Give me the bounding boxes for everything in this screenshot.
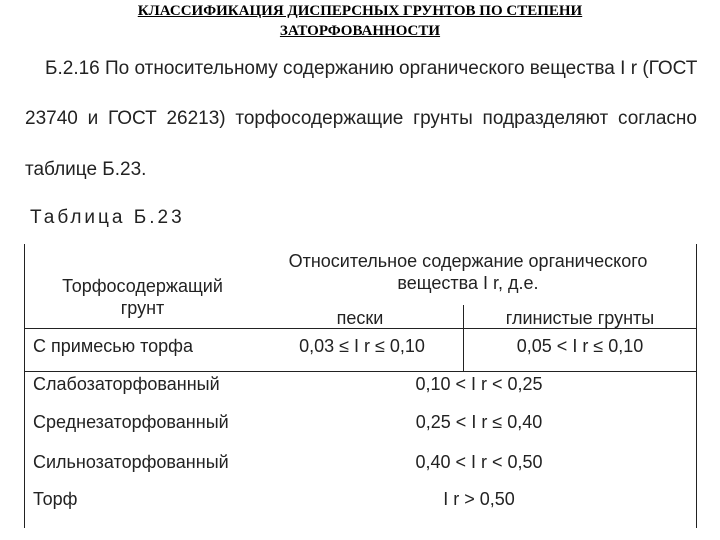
paragraph-line-1: Б.2.16 По относительному содержанию органического вещества I r (ГОСТ: [45, 58, 698, 79]
row-strongly-peated-name: Сильнозаторфованный: [33, 452, 229, 472]
table-rule-first-row: [24, 371, 696, 372]
row-weakly-peated-name: Слабозаторфованный: [33, 374, 220, 394]
row-peat-value: I r > 0,50: [443, 489, 515, 509]
row-strongly-peated-value: 0,40 < I r < 0,50: [415, 452, 543, 472]
header-clays: глинистые грунты: [505, 308, 655, 328]
header-soil-type-line2: грунт: [120, 298, 165, 318]
row-peat-name: Торф: [33, 489, 78, 509]
header-sands: пески: [336, 308, 384, 328]
row-peat-admixture-name: С примесью торфа: [33, 336, 193, 356]
row-peat-admixture-clays: 0,05 < I r ≤ 0,10: [516, 336, 644, 356]
row-peat-admixture-sands: 0,03 ≤ I r ≤ 0,10: [299, 336, 425, 356]
header-organic-content-line1: Относительное содержание органического: [288, 251, 648, 271]
header-soil-type: [25, 275, 260, 319]
header-organic-content-line2: вещества I r, д.е.: [397, 273, 539, 293]
page-title-line2: ЗАТОРФОВАННОСТИ: [279, 23, 441, 39]
page-title: [60, 1, 660, 41]
row-medium-peated-name: Среднезаторфованный: [33, 412, 229, 432]
header-organic-content: [260, 250, 676, 294]
page-title-line1: КЛАССИФИКАЦИЯ ДИСПЕРСНЫХ ГРУНТОВ ПО СТЕПЕНИ: [137, 3, 583, 19]
header-soil-type-line1: Торфосодержащий: [62, 276, 223, 296]
paragraph-line-2: 23740 и ГОСТ 26213) торфосодержащие грунты подразделяют согласно: [25, 108, 697, 129]
row-weakly-peated-value: 0,10 < I r < 0,25: [415, 374, 543, 394]
row-medium-peated-value: 0,25 < I r ≤ 0,40: [415, 412, 543, 432]
table-border-right: [696, 244, 697, 528]
table-caption: Таблица Б.23: [30, 207, 185, 228]
paragraph-line-3: таблице Б.23.: [25, 159, 147, 180]
